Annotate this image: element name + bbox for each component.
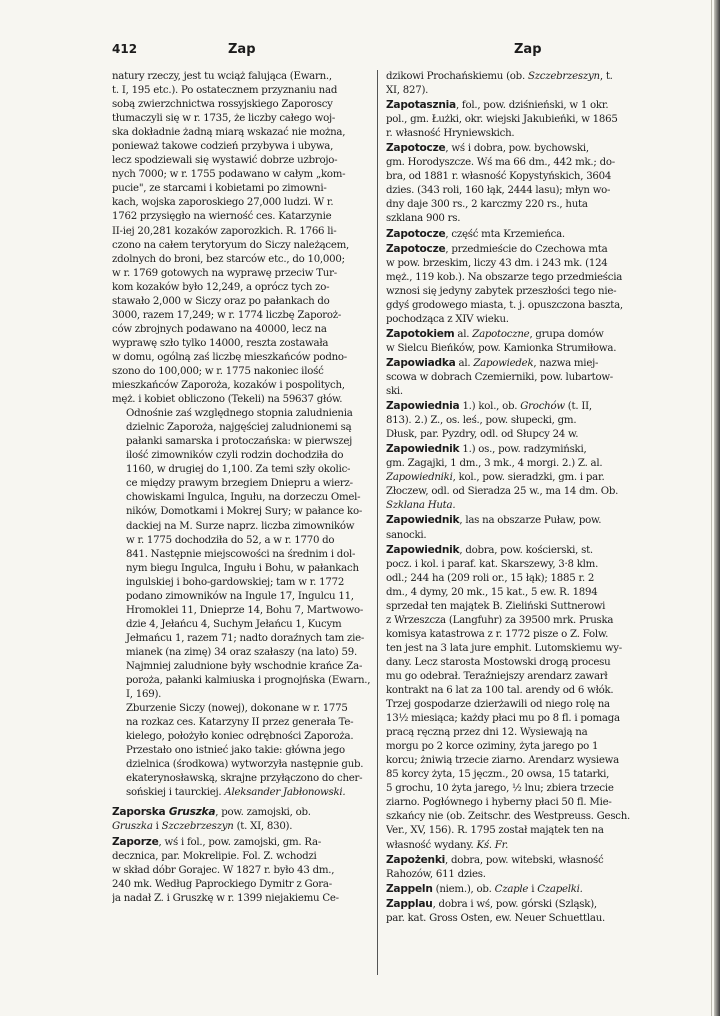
paragraph — [112, 407, 380, 702]
text-line: gm. Zagajki, 1 dm., 3 mk., 4 morgi. 2.) Z. al. — [386, 458, 603, 470]
paragraph — [386, 543, 686, 853]
page-edge-line — [711, 0, 712, 1016]
text-line: mieszkańców Zaporoża, kozaków i pospolitych, — [112, 380, 345, 392]
text-line: Zapożenki, dobra, pow. witebski, własność — [386, 853, 604, 866]
text-line: szono do 100,000; w r. 1775 nakoniec ilość — [112, 365, 324, 377]
text-line: w domu, ogólną zaś liczbę mieszkańców podno- — [112, 351, 347, 363]
text-line: Przestało ono istnieć jako takie: główna jego — [126, 745, 345, 757]
text-line: r. własność Hryniewskich. — [386, 128, 515, 140]
text-line: kontrakt na 6 lat za 100 tal. arendy od 6 włók. — [386, 685, 614, 697]
text-line: Zburzenie Siczy (nowej), dokonane w r. 1775 — [126, 703, 348, 715]
text-line: Zapotasznia, fol., pow. dziśnieński, w 1 okr. — [386, 99, 609, 112]
text-line: Najmniej zaludnione były wschodnie krańce Za- — [126, 660, 363, 672]
running-header — [112, 42, 686, 62]
text-line: stawało 2,000 w Siczy oraz po pałankach do — [112, 295, 330, 307]
text-line: Zapotocze, wś i dobra, pow. bychowski, — [386, 142, 589, 155]
text-line: pocz. i kol. i paraf. kat. Skarszewy, 3·8 klm. — [386, 558, 599, 570]
text-line: Zapotokiem al. Zapotoczne, grupa domów — [386, 327, 604, 340]
text-line: dzielnic Zaporoża, najgęściej zaludnionemi są — [126, 422, 352, 434]
text-line: 13½ miesiąca; każdy płaci mu po 8 fl. i pomaga — [386, 713, 620, 725]
page-number: 412 — [112, 42, 138, 56]
paragraph — [386, 141, 686, 226]
text-line: 240 mk. Według Paprockiego Dymitr z Gora- — [112, 878, 332, 890]
text-line: 841. Następnie miejscowości na średnim i dol- — [126, 548, 356, 560]
text-line: Dłusk, par. Pyzdry, odl. od Słupcy 24 w. — [386, 429, 579, 441]
text-line: 3000, razem 17,249; w r. 1774 liczbę Zaporoż- — [112, 309, 342, 321]
text-line: ników, Domotkami i Mokrej Sury; w pałance ko- — [126, 506, 363, 518]
text-line: Hromoklei 11, Dnieprze 14, Bohu 7, Martwowo- — [126, 604, 364, 616]
text-line: męż. i kobiet obliczono (Tekeli) na 59637 głów. — [112, 394, 343, 406]
text-line: w r. 1775 dochodziła do 52, a w r. 1770 do — [126, 534, 335, 546]
text-line: scowa w dobrach Czemierniki, pow. lubartow- — [386, 371, 613, 383]
text-line: ska dokładnie żadną miarą wskazać nie można, — [112, 127, 346, 139]
text-line: Złoczew, odl. od Sieradza 25 w., ma 14 dm. Ob. — [386, 486, 619, 498]
text-line: gm. Horodyszcze. Wś ma 66 dm., 442 mk.; do- — [386, 157, 615, 169]
text-line: 1762 przysięgło na wierność ces. Katarzynie — [112, 211, 332, 223]
text-line: t. I, 195 etc.). Po ostatecznem przyznaniu nad — [112, 85, 338, 97]
text-line: Jełmańcu 1, razem 71; nadto doraźnych tam zie- — [126, 632, 365, 644]
text-line: ten jest na 3 lata jure emphit. Lutomskiemu wy- — [386, 642, 622, 654]
text-line: II-iej 20,281 kozaków zaporozkich. R. 1766 li- — [112, 225, 337, 237]
text-line: odl.; 244 ha (209 roli or., 15 łąk); 1885 r. 2 — [386, 572, 595, 584]
text-line: poroża, pałanki kalmiuska i prognojńska (Ewarn., — [126, 675, 371, 687]
text-line: ekaterynosławską, skrajne przyłączono do cher- — [126, 773, 363, 785]
column-divider — [377, 70, 378, 975]
text-line: sprzedał ten majątek B. Zieliński Suttnerowi — [386, 600, 606, 612]
text-line: 813). 2.) Z., os. leś., pow. słupecki, gm. — [386, 415, 577, 427]
paragraph — [386, 853, 686, 882]
text-line: pałanki samarska i protoczańska: w pierwszej — [126, 436, 353, 448]
text-line: Zapowiednik, dobra, pow. kościerski, st. — [386, 543, 593, 556]
text-line: dackiej na M. Surze naprz. liczba zimowników — [126, 520, 355, 532]
text-line: dny daje 300 rs., 2 karczmy 220 rs., huta — [386, 199, 588, 211]
text-line: Zapowiadka al. Zapowiedek, nazwa miej- — [386, 356, 599, 369]
text-line: dzielnica (środkowa) wytworzyła następnie gub. — [126, 759, 364, 771]
text-line: kach, wojska zaporoskiego 27,000 ludzi. W r. — [112, 197, 334, 209]
text-line: mu go odebrał. Teraźniejszy arendarz zawarł — [386, 670, 608, 682]
text-line: natury rzeczy, jest tu wciąż falująca (Ewarn., — [112, 71, 332, 82]
text-line: kielego, położyło koniec odrębności Zaporoża. — [126, 731, 354, 743]
text-line: sanocki. — [386, 529, 427, 541]
text-line: zdolnych do broni, bez starców etc., do 10,000; — [112, 253, 345, 265]
text-line: w r. 1769 gotowych na wyprawę przeciw Tur- — [112, 267, 337, 279]
text-line: gdyś grodowego miasta, t. j. opuszczona baszta, — [386, 299, 623, 311]
text-line: bra, od 1881 r. własność Kopystyńskich, 3604 — [386, 171, 612, 183]
paragraph — [386, 227, 686, 242]
text-line: dm., 4 dymy, 20 mk., 15 kat., 5 ew. R. 1894 — [386, 586, 598, 598]
page-edge-shadow — [714, 0, 720, 1016]
text-line: 85 korcy żyta, 15 jęczm., 20 owsa, 15 tatarki, — [386, 769, 610, 781]
text-line: na rozkaz ces. Katarzyny II przez generała Te- — [126, 717, 354, 729]
left-column — [112, 70, 380, 906]
text-line: korcu; żniwią trzecie ziarno. Arendarz wysiewa — [386, 755, 619, 767]
text-line: Zapowiednik 1.) os., pow. radzymiński, — [386, 443, 587, 456]
text-line: podano zimowników na Ingule 17, Ingulcu 11, — [126, 590, 354, 602]
text-line: Ver., XV, 156). R. 1795 został majątek ten na — [386, 825, 604, 837]
text-line: z Wrzeszcza (Langfuhr) za 39500 mrk. Pruska — [386, 614, 614, 626]
text-line: pochodząca z XIV wieku. — [386, 313, 509, 325]
text-line: Trzej gospodarze dzierżawili od niego rolę na — [386, 699, 610, 711]
text-line: szklana 900 rs. — [386, 213, 461, 225]
text-line: dzie 4, Jełańcu 4, Suchym Jełańcu 1, Kucym — [126, 618, 342, 630]
paragraph — [112, 835, 380, 906]
text-line: dzikowi Prochańskiemu (ob. Szczebrzeszyn, t. — [386, 71, 613, 82]
text-line: Zapplau, dobra i wś, pow. górski (Szląsk), — [386, 897, 597, 910]
paragraph — [386, 242, 686, 327]
text-line: Zapowiedniki, kol., pow. sieradzki, gm. i par. — [386, 472, 605, 484]
text-line: Zapowiednik, las na obszarze Puław, pow. — [386, 514, 602, 527]
text-line: szkańcy nie (ob. Zeitschr. des Westpreuss. Gesch. — [386, 811, 631, 823]
text-line: Rahozów, 611 dzies. — [386, 868, 486, 880]
paragraph — [386, 897, 686, 926]
paragraph — [386, 882, 686, 897]
text-line: pol., gm. Łużki, okr. wiejski Jakubieńki, w 1865 — [386, 114, 618, 126]
text-line: ilość zimowników czyli rodzin dochodziła do — [126, 450, 344, 462]
text-line: Gruszka i Szczebrzeszyn (t. XI, 830). — [112, 821, 293, 833]
text-line: ziarno. Pogłównego i hyberny płaci 50 fl. Mie- — [386, 797, 612, 809]
text-line: Zappeln (niem.), ob. Czaple i Czapelki. — [386, 882, 583, 895]
running-head-left: Zap — [228, 42, 256, 57]
text-line: lecz spodziewali się wystawić dobrze uzbrojo- — [112, 155, 338, 167]
text-line: par. kat. Gross Osten, ew. Neuer Schuettlau. — [386, 912, 606, 924]
text-line: Szklana Huta. — [386, 500, 456, 512]
text-line: I, 169). — [126, 689, 162, 701]
text-line: morgu po 2 korce oziminy, żyta jarego po 1 — [386, 741, 599, 753]
right-column — [386, 70, 686, 926]
text-line: mianek (na zimę) 34 oraz szałaszy (na lato) 59. — [126, 646, 357, 658]
text-line: nym biegu Ingulca, Ingułu i Bohu, w pałankach — [126, 562, 359, 574]
text-line: nych 7000; w r. 1755 podawano w całym „kom- — [112, 169, 346, 181]
text-line: 5 grochu, 10 żyta jarego, ½ lnu; zbiera trzecie — [386, 783, 614, 795]
paragraph — [386, 70, 686, 98]
paragraph — [386, 399, 686, 442]
text-line: w Sielcu Bieńków, pow. Kamionka Strumiłowa. — [386, 342, 617, 354]
text-line: ski. — [386, 386, 403, 398]
text-line: tłumaczyli się w r. 1735, że liczby całego woj- — [112, 113, 336, 125]
text-line: ponieważ takowe codzień przybywa i ubywa, — [112, 141, 334, 153]
text-line: Zaporze, wś i fol., pow. zamojski, gm. Ra- — [112, 835, 322, 848]
text-line: ja nadał Z. i Gruszkę w r. 1399 niejakiemu Ce- — [112, 892, 339, 904]
text-line: wyprawę szło tylko 14000, reszta zostawała — [112, 337, 329, 349]
text-line: decznica, par. Mokrelipie. Fol. Z. wchodzi — [112, 850, 317, 862]
text-line: 1160, w drugiej do 1,100. Za temi szły okolic- — [126, 464, 351, 476]
text-line: Zaporska Gruszka, pow. zamojski, ob. — [112, 806, 311, 819]
text-line: pracą ręczną przez dni 12. Wysiewają na — [386, 727, 588, 739]
text-line: komisya katastrowa z r. 1772 pisze o Z. Folw. — [386, 628, 609, 640]
running-head-right: Zap — [514, 42, 542, 57]
text-line: XI, 827). — [386, 85, 429, 97]
text-line: ców zbrojnych podawano na 40000, lecz na — [112, 323, 327, 335]
text-line: czono na całem terytoryum do Siczy należącem, — [112, 239, 350, 251]
text-line: pucie", ze starcami i kobietami po zimowni- — [112, 183, 327, 195]
text-line: własność wydany. Kś. Fr. — [386, 839, 509, 851]
text-line: Zapotocze, część mta Krzemieńca. — [386, 227, 565, 240]
text-line: Zapowiednia 1.) kol., ob. Grochów (t. II, — [386, 400, 592, 413]
paragraph — [112, 70, 380, 407]
text-line: Odnośnie zaś względnego stopnia zaludnienia — [126, 408, 353, 420]
paragraph — [386, 356, 686, 399]
text-line: ce między prawym brzegiem Dniepru a wierz- — [126, 478, 353, 490]
paragraph — [112, 702, 380, 800]
paragraph — [386, 513, 686, 542]
text-line: ingulskiej i boho-gardowskiej; tam w r. 1772 — [126, 576, 345, 588]
text-line: w skład dóbr Gorajec. W 1827 r. było 43 dm., — [112, 864, 335, 876]
text-line: Zapotocze, przedmieście do Czechowa mta — [386, 242, 608, 255]
text-line: sobą zwierzchnictwa rossyjskiego Zaporoscy — [112, 99, 333, 111]
paragraph — [386, 98, 686, 141]
text-line: wznosi się jedyny zabytek przeszłości tego nie- — [386, 285, 617, 297]
text-line: dany. Lecz starosta Mostowski drogą procesu — [386, 656, 611, 668]
text-line: w pow. brzeskim, liczy 43 dm. i 243 mk. (124 — [386, 257, 608, 269]
paragraph — [112, 805, 380, 834]
text-line: sońskiej i taurckiej. Aleksander Jabłonowski. — [126, 787, 346, 799]
text-line: dzies. (343 roli, 160 łąk, 2444 lasu); młyn wo- — [386, 185, 611, 197]
text-line: chowiskami Ingulca, Ingułu, na dorzeczu Omel- — [126, 492, 361, 504]
text-line: kom kozaków było 12,249, a oprócz tych zo- — [112, 281, 330, 293]
paragraph — [386, 327, 686, 356]
text-line: męż., 119 kob.). Na obszarze tego przedmieścia — [386, 271, 623, 283]
paragraph — [386, 442, 686, 513]
